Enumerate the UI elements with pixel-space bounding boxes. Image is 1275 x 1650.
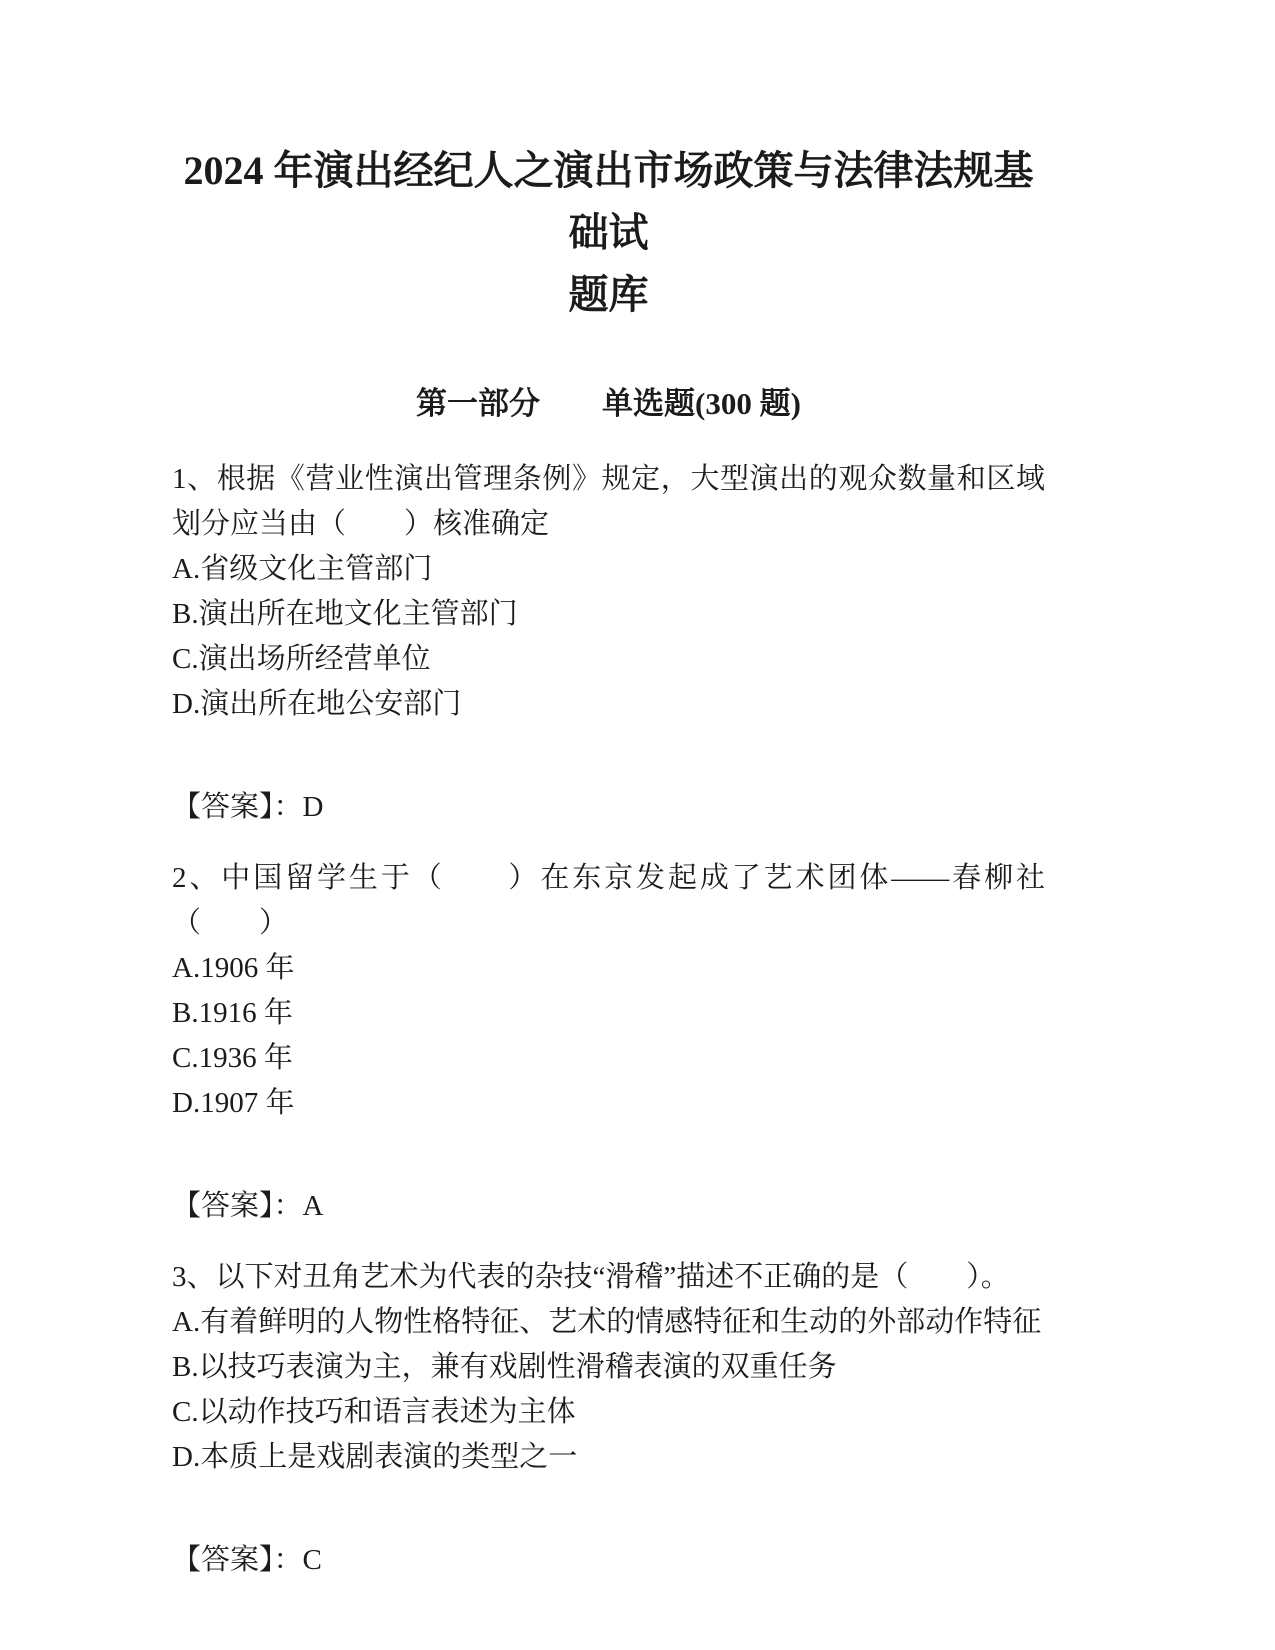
question-1-stem: 1、根据《营业性演出管理条例》规定，大型演出的观众数量和区域划分应当由（ ）核准确定 (172, 463, 1045, 540)
question-2 (172, 856, 1045, 1229)
question-2-option-a: A.1906 年 (172, 952, 295, 984)
answer-label: 【答案】： (172, 1544, 303, 1576)
question-1 (172, 457, 1045, 830)
answer-label: 【答案】： (172, 1190, 303, 1222)
question-1-answer-value: D (302, 791, 324, 823)
question-2-option-b: B.1916 年 (172, 997, 293, 1029)
question-2-stem: 2、中国留学生于（ ）在东京发起成了艺术团体——春柳社（ ） (172, 862, 1045, 939)
question-2-answer-line (172, 1184, 1045, 1229)
document-title-line-2: 题库 (568, 272, 649, 317)
question-3-option-d: D.本质上是戏剧表演的类型之一 (172, 1441, 578, 1473)
question-3 (172, 1255, 1045, 1583)
question-1-option-c: C.演出场所经营单位 (172, 643, 431, 675)
section-heading: 第一部分 单选题(300 题) (416, 386, 801, 421)
question-3-answer-value: C (302, 1544, 322, 1576)
question-2-answer-value: A (302, 1190, 324, 1222)
question-3-option-b: B.以技巧表演为主，兼有戏剧性滑稽表演的双重任务 (172, 1351, 837, 1383)
document-title (172, 140, 1045, 326)
document-title-line-1: 2024 年演出经纪人之演出市场政策与法律法规基础试 (183, 148, 1034, 255)
question-3-stem: 3、以下对丑角艺术为代表的杂技“滑稽”描述不正确的是（ ）。 (172, 1261, 1010, 1293)
question-1-answer-line (172, 785, 1045, 830)
answer-label: 【答案】： (172, 791, 303, 823)
question-3-answer-line (172, 1538, 1045, 1583)
question-1-option-a: A.省级文化主管部门 (172, 553, 433, 585)
question-1-option-b: B.演出所在地文化主管部门 (172, 598, 518, 630)
question-3-option-a: A.有着鲜明的人物性格特征、艺术的情感特征和生动的外部动作特征 (172, 1306, 1042, 1338)
question-1-option-d: D.演出所在地公安部门 (172, 688, 462, 720)
question-2-option-c: C.1936 年 (172, 1042, 293, 1074)
question-2-option-d: D.1907 年 (172, 1087, 295, 1119)
question-3-option-c: C.以动作技巧和语言表述为主体 (172, 1396, 576, 1428)
